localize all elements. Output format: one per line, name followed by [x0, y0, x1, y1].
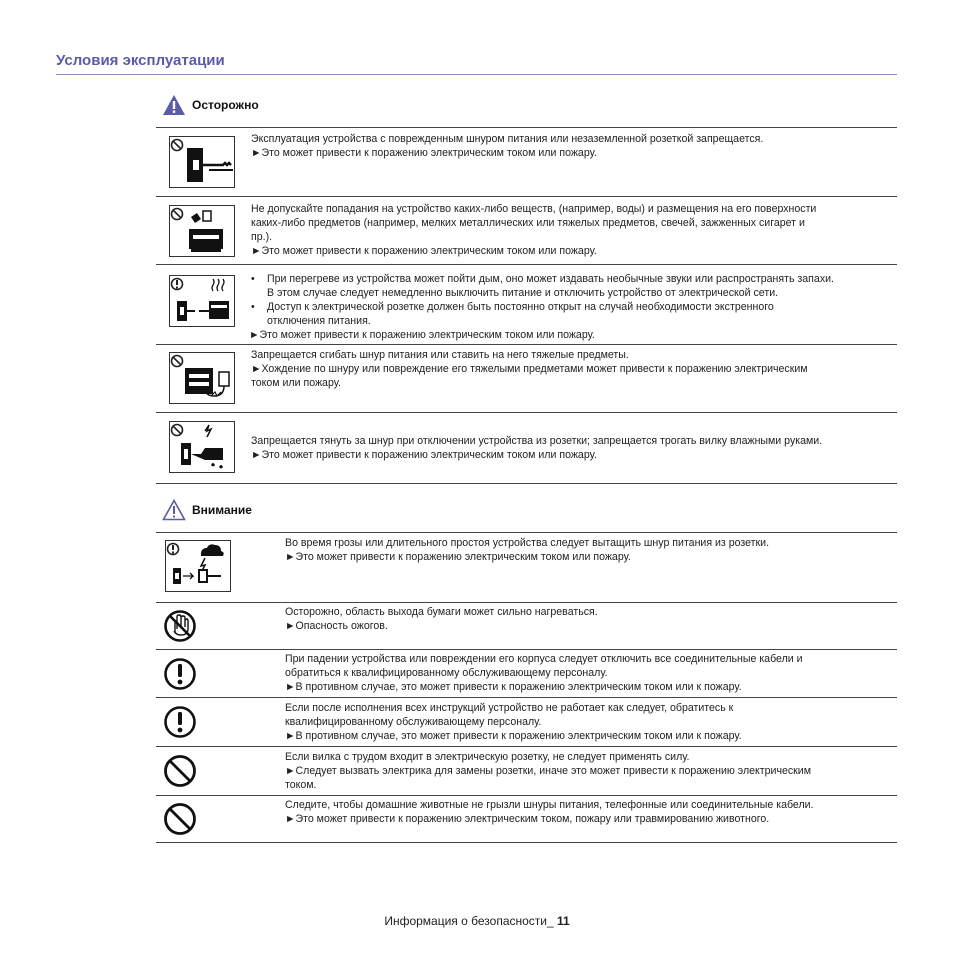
warning-row-1: Во время грозы или длительного простоя устройства следует вытащить шнур питания из розетки. ►Это может привести к поражению электрическим током или пожару.	[285, 537, 770, 563]
divider	[156, 196, 897, 197]
page-footer	[0, 914, 954, 928]
title-divider	[56, 74, 897, 75]
prohibited-icon	[163, 802, 197, 836]
warning-row-4: Если после исполнения всех инструкций устройство не работает как следует, обратитесь к квалифицированному обслуживающему персоналу. ►В противном случае, это может привести к поражению электрическим током или к пожару.	[285, 702, 742, 742]
divider	[156, 842, 897, 843]
footer-text: Информация о безопасности_	[384, 914, 557, 928]
warning-row-2: Осторожно, область выхода бумаги может сильно нагреваться. ►Опасность ожогов.	[285, 606, 598, 632]
caution-row-1: Эксплуатация устройства с поврежденным шнуром питания или незаземленной розеткой запрещается. ►Это может привести к поражению электрическим током или пожару.	[251, 133, 764, 159]
divider	[156, 127, 897, 128]
warning-header	[162, 499, 252, 521]
divider	[156, 602, 897, 603]
warning-row-3: При падении устройства или повреждении его корпуса следует отключить все соединительные кабели и обратиться к квалифицированному обслуживающему персоналу. ►В противном случае, это может привести к поражению электрическим током или к пожару.	[285, 653, 803, 693]
hot-surface-icon	[163, 609, 197, 643]
warning-row-5: Если вилка с трудом входит в электрическую розетку, не следует применять силу. ►Следует вызвать электрика для замены розетки, иначе это может привести к поражению электрическим током.	[285, 751, 812, 791]
page-title: Условия эксплуатации	[56, 52, 225, 69]
warning-row-6: Следите, чтобы домашние животные не грызли шнуры питания, телефонные или соединительные кабели. ►Это может привести к поражению электрическим током, пожару или травмированию животного.	[285, 799, 814, 825]
caution-row-3: • При перегреве из устройства может пойти дым, оно может издавать необычные звуки или распространять запахи. В этом случае следует немедленно выключить питание и отключить устройство от электрической сети. • Доступ к электрической розетке должен быть постоянно открыт на случай необходимости экстренного отключения питания. ►Это может привести к поражению электрическим током или пожару.	[249, 272, 894, 342]
divider	[156, 532, 897, 533]
page-number: 11	[557, 914, 570, 928]
caution-row-4: Запрещается сгибать шнур питания или ставить на него тяжелые предметы. ►Хождение по шнуру или повреждение его тяжелыми предметами может привести к поражению электрическим током или пожару.	[251, 349, 808, 389]
list-item: • Доступ к электрической розетке должен быть постоянно открыт на случай необходимости экстренного отключения питания.	[251, 301, 774, 327]
caution-row-5: Запрещается тянуть за шнур при отключении устройства из розетки; запрещается трогать вилку влажными руками. ►Это может привести к поражению электрическим током или пожару.	[251, 435, 823, 461]
prohibited-icon	[163, 754, 197, 788]
divider	[156, 412, 897, 413]
mandatory-icon	[163, 705, 197, 739]
divider	[156, 264, 897, 265]
storm-unplug-icon	[165, 540, 231, 597]
warning-triangle-icon	[162, 94, 186, 116]
divider	[156, 795, 897, 796]
caution-label: Осторожно	[192, 98, 259, 112]
warning-label: Внимание	[192, 503, 252, 517]
divider	[156, 649, 897, 650]
divider	[156, 483, 897, 484]
divider	[156, 344, 897, 345]
no-objects-on-device-icon	[169, 205, 235, 262]
caution-header	[162, 94, 259, 116]
divider	[156, 697, 897, 698]
list-item: • При перегреве из устройства может пойти дым, оно может издавать необычные звуки или распространять запахи. В этом случае следует немедленно выключить питание и отключить устройство от электрической сети.	[251, 273, 834, 299]
no-bend-cord-icon	[169, 352, 235, 409]
warning-triangle-outline-icon	[162, 499, 186, 521]
divider	[156, 746, 897, 747]
overheat-unplug-icon	[169, 275, 235, 332]
no-damaged-cord-icon	[169, 136, 235, 193]
no-pull-cord-icon	[169, 421, 235, 478]
caution-row-2: Не допускайте попадания на устройство каких-либо веществ, (например, воды) и размещения на его поверхности каких-либо предметов (например, мелких металлических или тяжелых предметов, свечей, зажженных сигарет и пр.). ►Это может привести к поражению электрическим током или пожару.	[251, 203, 817, 257]
mandatory-icon	[163, 657, 197, 691]
